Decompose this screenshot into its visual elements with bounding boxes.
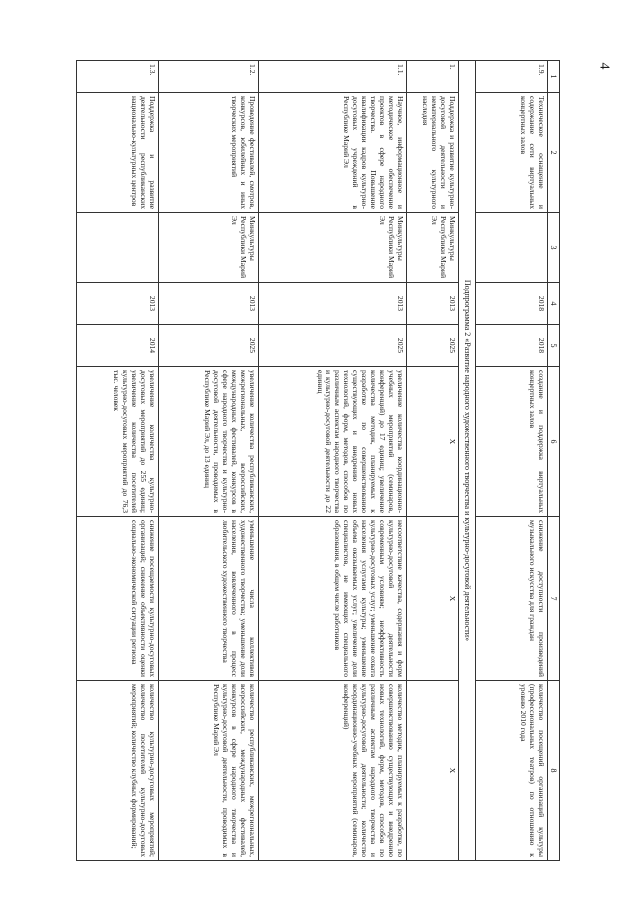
header-col-4: 4: [547, 283, 559, 325]
row-number: 1.3.: [77, 61, 159, 93]
expected-result: увеличение количества республиканских, межрегиональных, всероссийских, международных фестивалей, конкурсов в сфере народного творчества и культурно-досуговой деятельности, проводимых в Республике Марий Эл, до 13 единиц: [159, 367, 259, 517]
event-name: Научное, информационное и методическое обеспечение проектов в сфере народного творчества. Повышение квалификации кадров культурно-досуговых учреждений в Республике Марий Эл: [259, 93, 407, 213]
row-number: 1.: [407, 61, 459, 93]
executor: Минкультуры Республики Марий Эл: [259, 213, 407, 283]
table-row: [259, 61, 407, 861]
start-year: 2013: [407, 283, 459, 325]
expected-result: создание и поддержка виртуальных концертных залов: [475, 367, 547, 517]
event-name: Поддержка и развитие культурно-досуговой деятельности и нематериального культурного наследия: [407, 93, 459, 213]
start-year: 2018: [475, 283, 547, 325]
subprogram-title: Подпрограмма 2 «Развитие народного художественного творчества и культурно-досуговой деятельности»: [459, 61, 475, 861]
indicator: количество методик, планируемых к разработке, по совершенствованию существующих и внедрению новых технологий, форм, методов, способов по различным аспектам народного творчества и культурно-досуговой деятельности; количество координационно-учебных мероприятий (семинаров, конференций): [259, 681, 407, 861]
consequence: несоответствие качества, содержания и форм культурно-досуговой деятельности современным условиям; неэффективность культурно-досуговых услуг; уменьшение охвата населения услугами культуры; уменьшение объема оказываемых услуг; увеличение доли специалистов, не имеющих специального образования, в общем числе работников: [259, 517, 407, 681]
consequence: снижение доступности произведений музыкального искусства для граждан: [475, 517, 547, 681]
end-year: 2025: [159, 325, 259, 367]
consequence: X: [407, 517, 459, 681]
end-year: 2025: [259, 325, 407, 367]
header-col-2: 2: [547, 93, 559, 213]
table-row: [77, 61, 159, 861]
indicator: количество посещений организаций культуры (профессиональных театров) по отношению к уровню 2010 года: [475, 681, 547, 861]
indicator: X: [407, 681, 459, 861]
event-name: Проведение фестивалей, смотров, конкурсов, юбилейных и иных творческих мероприятий: [159, 93, 259, 213]
table-row: [475, 61, 547, 861]
start-year: 2013: [77, 283, 159, 325]
table-row: [159, 61, 259, 861]
page-number: 4: [596, 62, 612, 70]
executor: Минкультуры Республики Марий Эл: [159, 213, 259, 283]
header-row: [547, 61, 559, 861]
start-year: 2013: [259, 283, 407, 325]
row-number: 1.9.: [475, 61, 547, 93]
header-col-3: 3: [547, 213, 559, 283]
row-number: 1.2.: [159, 61, 259, 93]
header-col-1: 1: [547, 61, 559, 93]
row-number: 1.1.: [259, 61, 407, 93]
executor: Минкультуры Республики Марий Эл: [407, 213, 459, 283]
expected-result: X: [407, 367, 459, 517]
event-name: Поддержка и развитие деятельности республиканских национально-культурных центров: [77, 93, 159, 213]
end-year: 2018: [475, 325, 547, 367]
header-col-6: 6: [547, 367, 559, 517]
header-col-5: 5: [547, 325, 559, 367]
executor: [475, 213, 547, 283]
event-name: Техническое оснащение и содержание сети виртуальных концертных залов: [475, 93, 547, 213]
header-col-8: 8: [547, 681, 559, 861]
expected-result: увеличение количества координационно-учебных мероприятий (семинаров, конференций) до 17 единиц; увеличение количества методик, планируемых к разработке по совершенствованию существующих и внедрению новых технологий, форм, методов, способов по различным аспектам народного творчества и культурно-досуговой деятельности до 22 единиц: [259, 367, 407, 517]
indicator: количество республиканских, межрегиональных, всероссийских, международных фестивалей, конкурсов в сфере народного творчества и культурно-досуговой деятельности, проводимых в Республике Марий Эл: [159, 681, 259, 861]
end-year: 2025: [407, 325, 459, 367]
end-year: 2014: [77, 325, 159, 367]
consequence: уменьшение числа коллективов художественного творчества; уменьшение доли населения, вовлеченного в процесс любительского художественного творчества: [159, 517, 259, 681]
expected-result: увеличение количества культурно-досуговых мероприятий до 255 единиц; увеличение количества посетителей культурно-досуговых мероприятий до 76,3 тыс. человек: [77, 367, 159, 517]
rotated-page: [40, 60, 560, 860]
header-col-7: 7: [547, 517, 559, 681]
executor: [77, 213, 159, 283]
table-row: [407, 61, 459, 861]
subprogram-row: [459, 61, 475, 861]
consequence: снижение посещаемости культурно-досуговых организаций; снижение объективности оценки социально-экономической ситуации региона: [77, 517, 159, 681]
indicator: количество культурно-досуговых мероприятий; количество посетителей культурно-досуговых мероприятий; количество клубных формирований;: [77, 681, 159, 861]
program-table: [76, 60, 560, 861]
start-year: 2013: [159, 283, 259, 325]
